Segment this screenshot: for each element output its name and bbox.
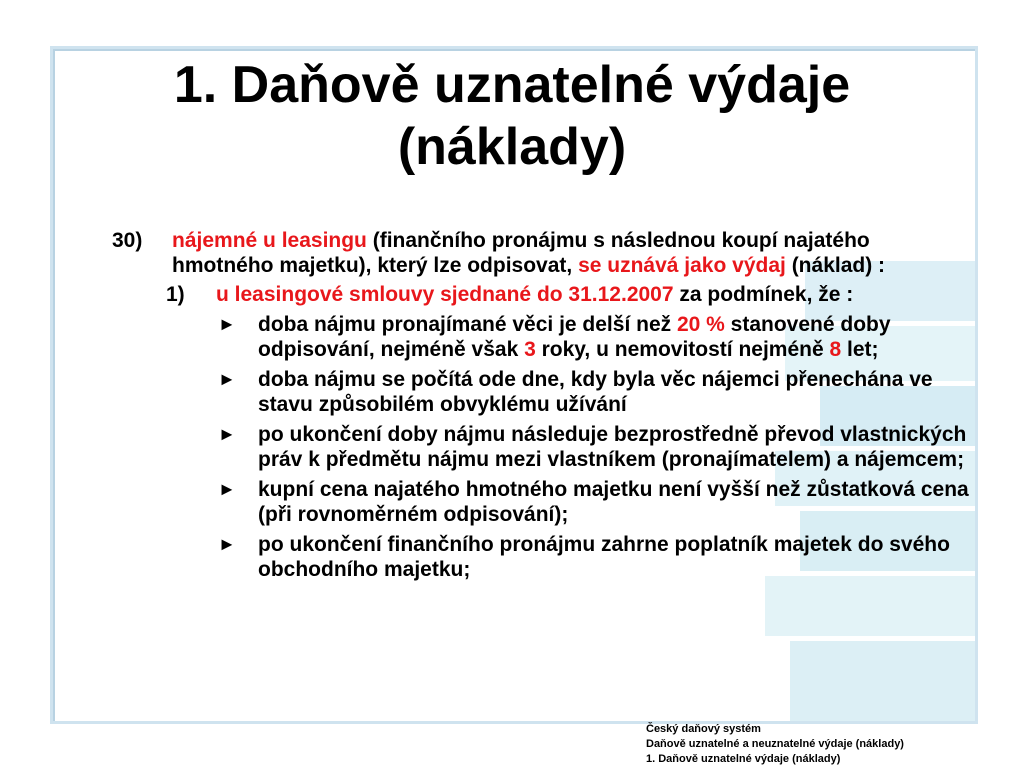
bullet-1-red-2: 3 — [524, 338, 536, 361]
bullet-4 — [112, 477, 970, 527]
item-30 — [112, 228, 970, 278]
bullet-arrow-icon: ► — [218, 534, 236, 554]
title-line-1: 1. Daňově uznatelné výdaje — [173, 56, 851, 114]
item-30-text-2: (náklad) : — [785, 254, 886, 277]
footer-line-2: Daňově uznatelné a neuznatelné výdaje (náklady) — [646, 738, 904, 750]
bullet-arrow-icon: ► — [218, 479, 236, 499]
slide-title — [0, 54, 1024, 178]
item-30-red-1: nájemné u leasingu — [172, 229, 367, 252]
slide-footer — [646, 722, 904, 767]
footer-line-1: Český daňový systém — [646, 723, 761, 735]
bullet-arrow-icon: ► — [218, 314, 236, 334]
item-30-number: 30) — [112, 229, 143, 252]
bullet-1-text-3: roky, u nemovitostí nejméně — [535, 338, 830, 361]
bullet-2-text: doba nájmu se počítá ode dne, kdy byla věc nájemci přenechána ve stavu způsobilém obvyklému užívání — [258, 368, 933, 416]
bullet-1 — [112, 312, 970, 362]
bullet-1-text-1: doba nájmu pronajímané věci je delší než — [258, 313, 677, 336]
item-30-text-1: (finančního pronájmu s následnou koupí najatého hmotného majetku), který lze odpisovat, — [172, 229, 870, 277]
bullet-1-text-4: let; — [841, 338, 879, 361]
sub-item-1-red: u leasingové smlouvy sjednané do 31.12.2007 — [216, 283, 674, 306]
bullet-4-text: kupní cena najatého hmotného majetku není vyšší než zůstatková cena (při rovnoměrném odpisování); — [258, 478, 969, 526]
sub-item-1-number: 1) — [166, 283, 185, 306]
item-30-red-2: se uznává jako výdaj — [578, 254, 786, 277]
bullet-5 — [112, 532, 970, 582]
bullet-5-text: po ukončení finančního pronájmu zahrne poplatník majetek do svého obchodního majetku; — [258, 533, 950, 581]
bullet-3-text: po ukončení doby nájmu následuje bezprostředně převod vlastnických práv k předmětu nájmu mezi vlastníkem (pronajímatelem) a nájemcem; — [258, 423, 967, 471]
footer-line-3: 1. Daňově uznatelné výdaje (náklady) — [646, 753, 841, 765]
bullet-arrow-icon: ► — [218, 369, 236, 389]
sub-item-1 — [112, 282, 970, 307]
sub-item-1-text: za podmínek, že : — [673, 283, 854, 306]
bullet-1-red-1: 20 % — [676, 313, 725, 336]
bullet-3 — [112, 422, 970, 472]
bullet-1-text-2: stanovené doby odpisování, nejméně však — [258, 313, 891, 361]
title-line-2: (náklady) — [397, 118, 627, 176]
bullet-arrow-icon: ► — [218, 424, 236, 444]
bullet-1-red-3: 8 — [829, 338, 842, 361]
slide-content — [112, 228, 970, 582]
bullet-2 — [112, 367, 970, 417]
